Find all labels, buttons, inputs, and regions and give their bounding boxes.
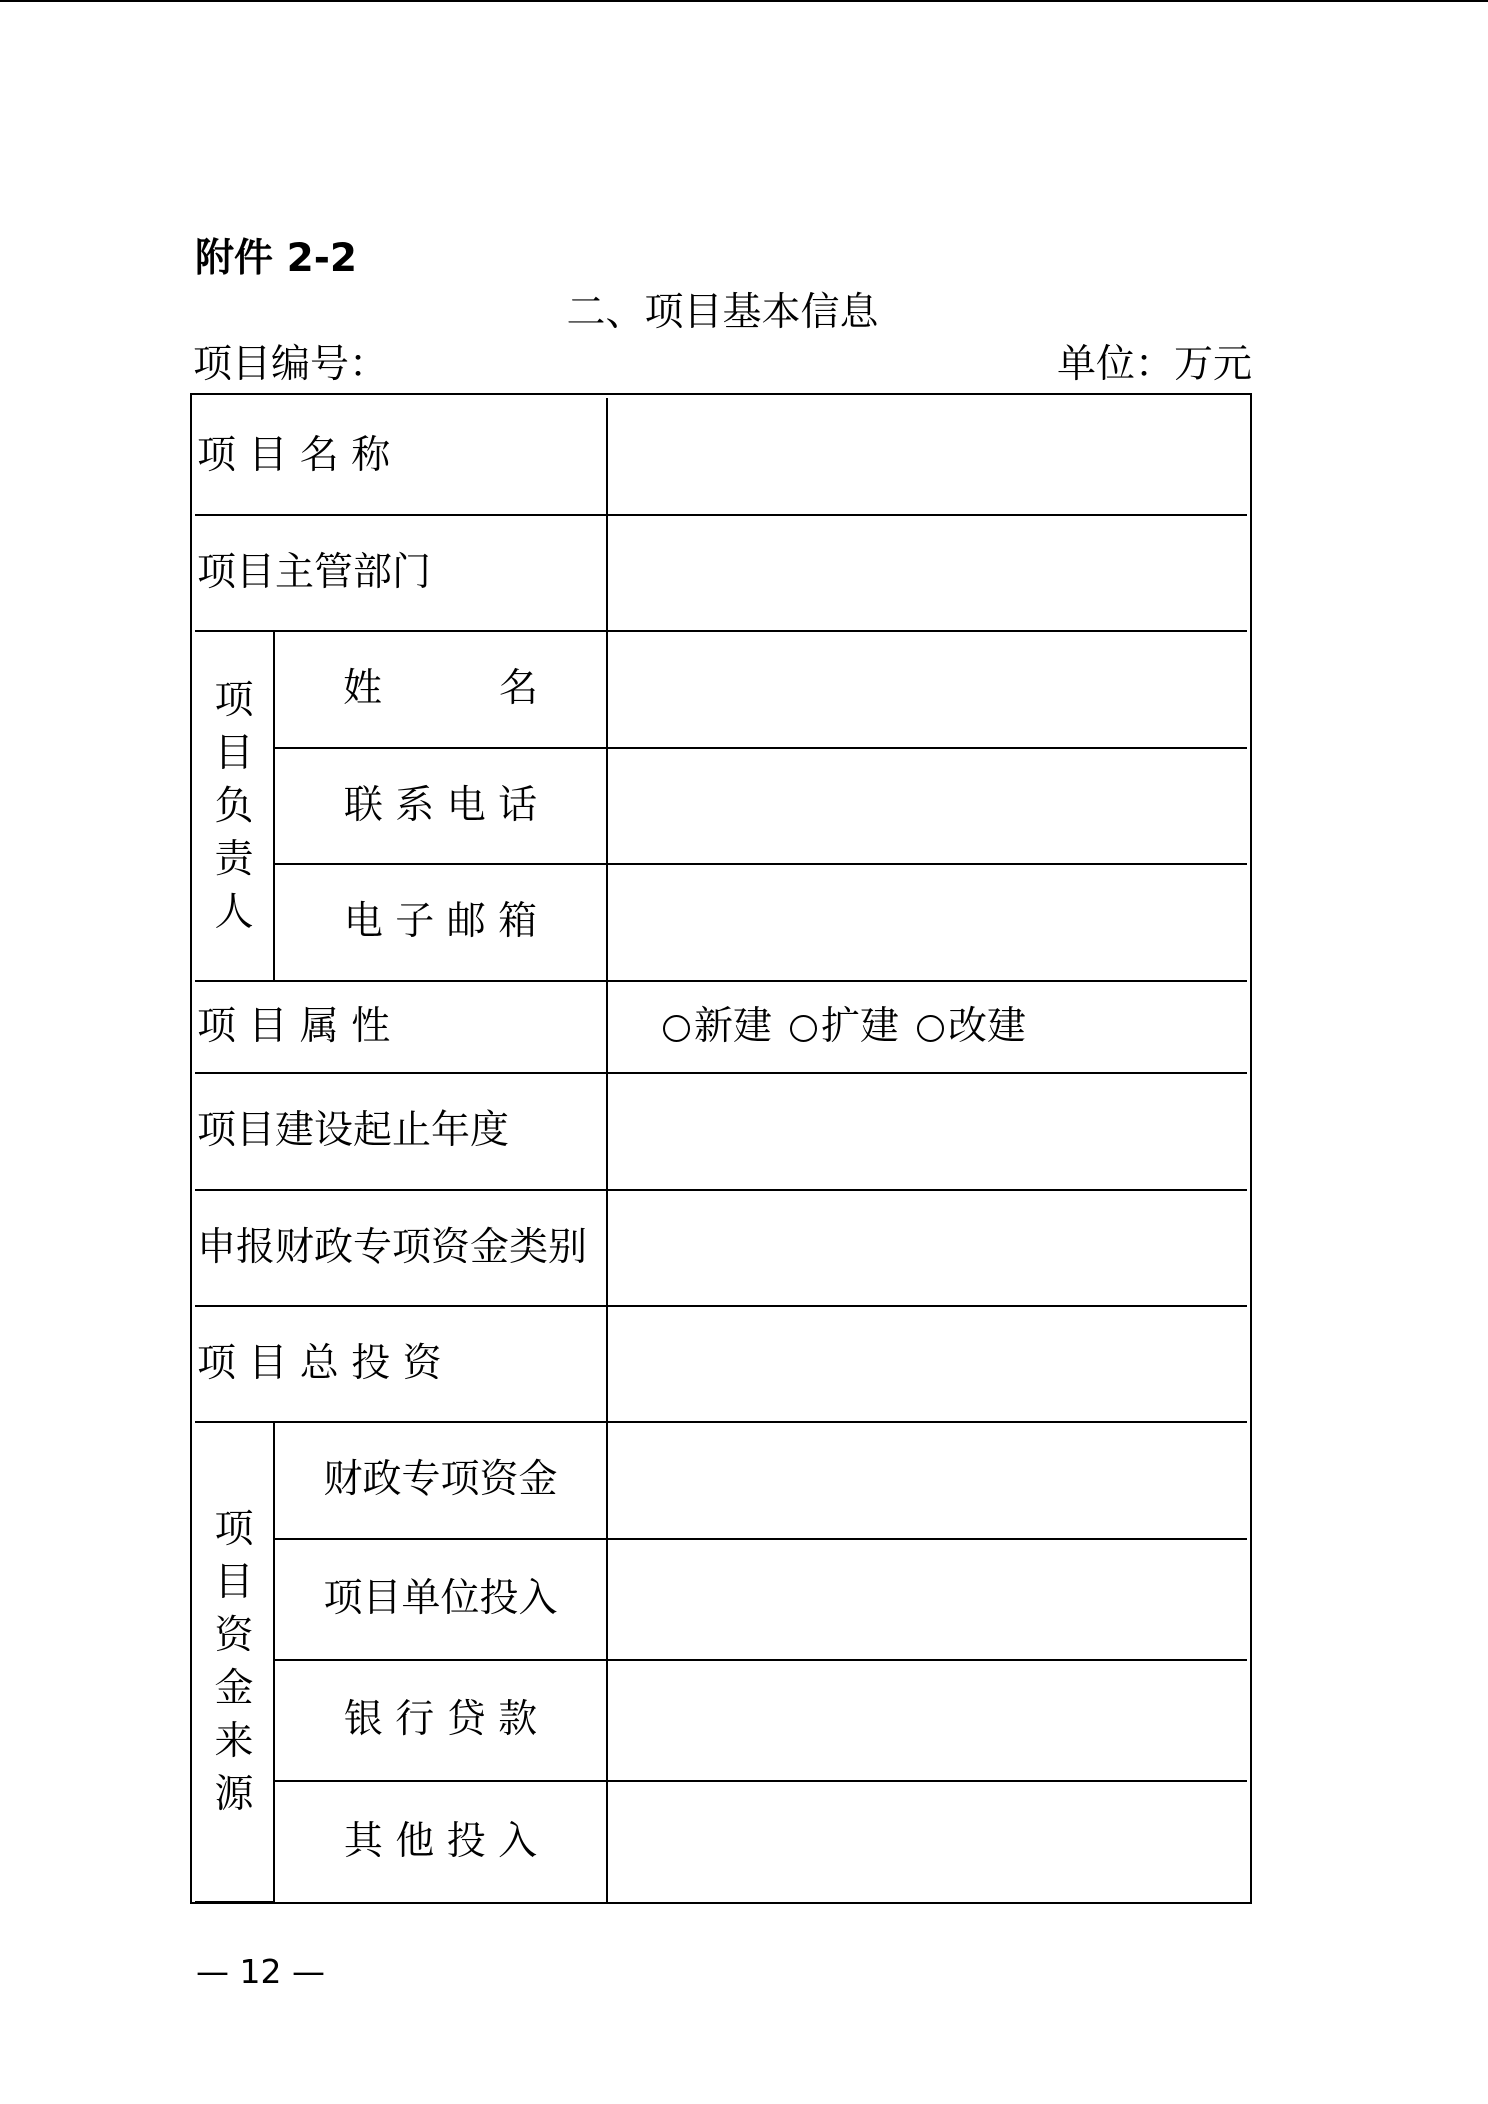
row-fund-category bbox=[195, 1190, 1247, 1306]
row-phone bbox=[195, 748, 1247, 864]
row-other-investment bbox=[195, 1781, 1247, 1902]
bank-loan-field[interactable] bbox=[607, 1660, 1247, 1781]
unit-label: 单位：万元 bbox=[1056, 342, 1252, 387]
department-label: 项目主管部门 bbox=[195, 515, 607, 631]
attribute-label: 项 目 属 性 bbox=[195, 981, 607, 1073]
project-info-table bbox=[195, 398, 1247, 1903]
project-name-label: 项 目 名 称 bbox=[195, 398, 607, 515]
fund-source-group-char: 目 bbox=[214, 1560, 254, 1605]
row-department bbox=[195, 515, 1247, 631]
option-expansion[interactable] bbox=[790, 1004, 899, 1051]
attachment-label: 附件 2-2 bbox=[195, 236, 358, 281]
row-email bbox=[195, 864, 1247, 981]
option-renovation[interactable] bbox=[917, 1004, 1026, 1051]
row-responsible-name bbox=[195, 631, 1247, 748]
attribute-options bbox=[607, 981, 1247, 1073]
responsible-group-char: 人 bbox=[214, 889, 254, 935]
row-total-investment bbox=[195, 1306, 1247, 1422]
responsible-group-char: 项 bbox=[214, 677, 254, 723]
project-number-label: 项目编号： bbox=[193, 342, 389, 387]
responsible-person-group-label bbox=[195, 631, 274, 981]
page-top-border bbox=[0, 0, 1488, 2]
row-unit-investment bbox=[195, 1539, 1247, 1660]
other-investment-label: 其 他 投 入 bbox=[274, 1781, 607, 1902]
name-field[interactable] bbox=[607, 631, 1247, 748]
fund-category-field[interactable] bbox=[607, 1190, 1247, 1306]
row-project-name bbox=[195, 398, 1247, 515]
page-title: 二、项目基本信息 bbox=[566, 290, 879, 335]
unit-investment-label: 项目单位投入 bbox=[274, 1539, 607, 1660]
responsible-group-char: 目 bbox=[214, 730, 254, 776]
row-bank-loan bbox=[195, 1660, 1247, 1781]
option-label: 改建 bbox=[948, 1003, 1027, 1049]
radio-circle-icon[interactable] bbox=[663, 1015, 690, 1042]
option-label: 新建 bbox=[694, 1003, 773, 1049]
fund-source-group-char: 资 bbox=[214, 1613, 254, 1658]
fiscal-fund-label: 财政专项资金 bbox=[274, 1422, 607, 1539]
fund-source-group-char: 源 bbox=[214, 1772, 254, 1817]
fund-source-group-char: 来 bbox=[214, 1719, 254, 1764]
page-number: — 12 — bbox=[196, 1952, 325, 1991]
row-fiscal-fund bbox=[195, 1422, 1247, 1539]
project-info-form bbox=[190, 393, 1252, 1904]
email-label: 电 子 邮 箱 bbox=[274, 864, 607, 981]
other-investment-field[interactable] bbox=[607, 1781, 1247, 1902]
row-period bbox=[195, 1073, 1247, 1190]
period-field[interactable] bbox=[607, 1073, 1247, 1190]
option-new-build[interactable] bbox=[663, 1004, 772, 1051]
responsible-group-char: 责 bbox=[214, 836, 254, 882]
row-attribute bbox=[195, 981, 1247, 1073]
period-label: 项目建设起止年度 bbox=[195, 1073, 607, 1190]
fiscal-fund-field[interactable] bbox=[607, 1422, 1247, 1539]
fund-source-group-char: 金 bbox=[214, 1666, 254, 1711]
responsible-group-char: 负 bbox=[214, 783, 254, 829]
total-investment-field[interactable] bbox=[607, 1306, 1247, 1422]
fund-category-label: 申报财政专项资金类别 bbox=[195, 1190, 607, 1306]
bank-loan-label: 银 行 贷 款 bbox=[274, 1660, 607, 1781]
phone-label: 联 系 电 话 bbox=[274, 748, 607, 864]
radio-circle-icon[interactable] bbox=[917, 1015, 944, 1042]
fund-source-group-char: 项 bbox=[214, 1507, 254, 1552]
fund-source-group-label bbox=[195, 1422, 274, 1902]
department-field[interactable] bbox=[607, 515, 1247, 631]
email-field[interactable] bbox=[607, 864, 1247, 981]
phone-field[interactable] bbox=[607, 748, 1247, 864]
project-name-field[interactable] bbox=[607, 398, 1247, 515]
option-label: 扩建 bbox=[821, 1003, 900, 1049]
total-investment-label: 项 目 总 投 资 bbox=[195, 1306, 607, 1422]
name-label: 姓 名 bbox=[274, 631, 607, 748]
radio-circle-icon[interactable] bbox=[790, 1015, 817, 1042]
unit-investment-field[interactable] bbox=[607, 1539, 1247, 1660]
